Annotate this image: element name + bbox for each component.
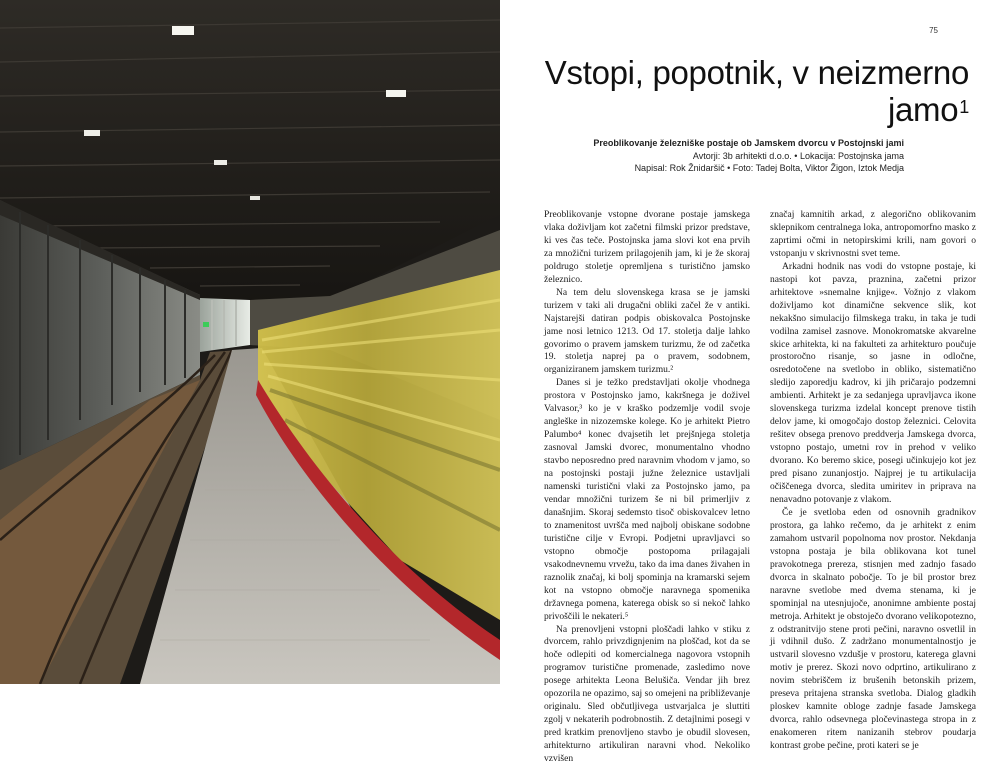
paragraph: Če je svetloba eden od osnovnih gradnikov prostora, ga lahko rečemo, da je arhitekt z enim zamahom ustvaril popolnoma nov prostor. Nekdanja vstopna postaja je bila oblikovana kot tunel pravokotnega prereza, stisnjen med zadnjo fasado dvorca in skalnato pobočje. To je bil prostor brez naravne svetlobe med dvema stenama, ki je spominjal na utesnjujoče, anonimne ambiente postaj metroja. Arhitekt je obstoječo dvorano velikopotezno, z odstranitvijo stene proti pečini, naravno osvetlil in ji vdihnil dušo. Z zadržano monumentalnostjo je ustvaril slovesno vzdušje v prostoru, katerega glavni motiv je prerez. Skozi novo odprtino, artikulirano z novim stebriščem iz brušenih betonskih prizem, preseva pritajena stranska svetloba. Dialog gladkih ploskev kamnite obloge zadnje fasade Jamskega dvorca, rahlo odsevnega pločevinastega stropa in z enakomeren ritem nanizanih stebrov poudarja kontrast grobe pečine, proti kateri se je <box>770 506 976 752</box>
article-page <box>500 0 1000 765</box>
article-title <box>530 54 969 128</box>
paragraph: Danes si je težko predstavljati okolje vhodnega prostora v Postojnsko jamo, kakršnega je doživel Valvasor,³ ko je v kraško podzemlje vodil svoje angleške in nizozemske kolege. Ko je arhitekt Pietro Palumbo⁴ konec dvajsetih let prejšnjega stoletja zasnoval Jamski dvorec, monumentalno vhodno stavbo neposredno pred naravnim vhodom v jamo, so na postojnski postaji južne železnice ustavljali namenski turistični vlaki za Postojnsko jamo, pa vendar množični turizem še ni bil primerljiv z današnjim. Skoraj sedemsto tisoč obiskovalcev letno to znamenitost uvršča med najbolj obiskane sodobne turistične cilje v Evropi. Podjetni upravljavci so vstopno območje postopoma prilagajali vsakodnevnemu vrvežu, tako da ima danes živahen in raznolik značaj, ki bolj spominja na kramarski sejem kot na vstopno območje naravnega spomenika državnega pomena, katerega obisk so si nekoč lahko privoščili le nekateri.⁵ <box>544 377 750 622</box>
page-number: 75 <box>929 26 938 35</box>
article-subtitle: Preoblikovanje železniške postaje ob Jamskem dvorcu v Postojnski jami <box>593 138 904 148</box>
article-body <box>544 209 976 766</box>
article-meta <box>593 137 904 175</box>
title-footnote-mark: 1 <box>959 97 969 117</box>
title-text: Vstopi, popotnik, v neizmerno jamo <box>544 54 969 128</box>
column-right <box>770 209 976 766</box>
station-photo <box>0 0 500 684</box>
paragraph: značaj kamnitih arkad, z alegorično oblikovanim sklepnikom centralnega loka, antropomorfno masko z zaprtimi očmi in netopirskimi krili, nam govori o vstopanju v skrivnostni svet teme. <box>770 209 976 259</box>
paragraph: Arkadni hodnik nas vodi do vstopne postaje, ki nastopi kot pavza, praznina, začetni prizor arhitektove »snemalne knjige«. Vožnjo z vlakom doživljamo kot dinamične sekvence slik, kot nekakšno simulacijo filmskega traku, in taka je tudi vodilna zamisel zasnove. Monokromatske akvarelne skice arhitekta, ki na fakulteti za arhitekturo poučuje prostoročno risanje, so jasne in odločne, osredotočene na svetlobo in obliko, sistematično sledijo zaporedju kadrov, ki jih pričarajo podzemni ambienti. Arhitekt je za sedanjega upravljavca ikone slovenskega turizma izdelal koncept prenove tistih delov jame, ki omogočajo dostop železnici. Celovita rešitev obsega prenovo preddverja Jamskega dvorca, vstopno postajo, umetni rov in prehod v veliko dvorano. Ko beremo skice, posegi učinkujejo kot jez pred pisano zunanjostjo. Najprej je tu artikulacija očiščenega dvorca, sledita umiritev in priprava na nenavadno potovanje z vlakom. <box>770 260 976 505</box>
paragraph: Na prenovljeni vstopni ploščadi lahko v stiku z dvorcem, rahlo privzdignjenim na ploščad, kot da se hoče odlepiti od komercialnega nagovora vstopnih programov turistične promenade, zasledimo nove posege arhitekta Leona Belušiča. Vendar jih brez opozorila ne opazimo, saj so omejeni na približevanje originalu. Sled občutljivega ustvarjalca je sluttiti zgolj v nekaterih podrobnostih. Z detajlnimi posegi v pred kratkim prenovljeno stavbo je obudil slovesen, arhitekturno artikuliran naravni vhod. Nekoliko vzvišen <box>544 623 750 765</box>
column-left <box>544 209 750 766</box>
credits-writer-photo: Napisal: Rok Žnidaršič • Foto: Tadej Bolta, Viktor Žigon, Iztok Medja <box>634 163 904 173</box>
paragraph: Preoblikovanje vstopne dvorane postaje jamskega vlaka doživljam kot začetni filmski prizor predstave, ki ves čas teče. Postojnska jama slovi kot ena prvih za množični turizem prilagojenih jam, ki je že skoraj poldrugo stoletje opremljena s turistično jamsko železnico. <box>544 209 750 285</box>
paragraph: Na tem delu slovenskega krasa se je jamski turizem v taki ali drugačni obliki začel že v antiki. Najstarejši datiran podpis obiskovalca Postojnske jame nosi letnico 1213. Od 17. stoletja dalje lahko govorimo o pravem jamskem turizmu, že od začetka 19. stoletja naprej pa o pravem, sodobnem, organiziranem jamskem turizmu.² <box>544 286 750 376</box>
credits-authors-location: Avtorji: 3b arhitekti d.o.o. • Lokacija: Postojnska jama <box>692 150 904 161</box>
